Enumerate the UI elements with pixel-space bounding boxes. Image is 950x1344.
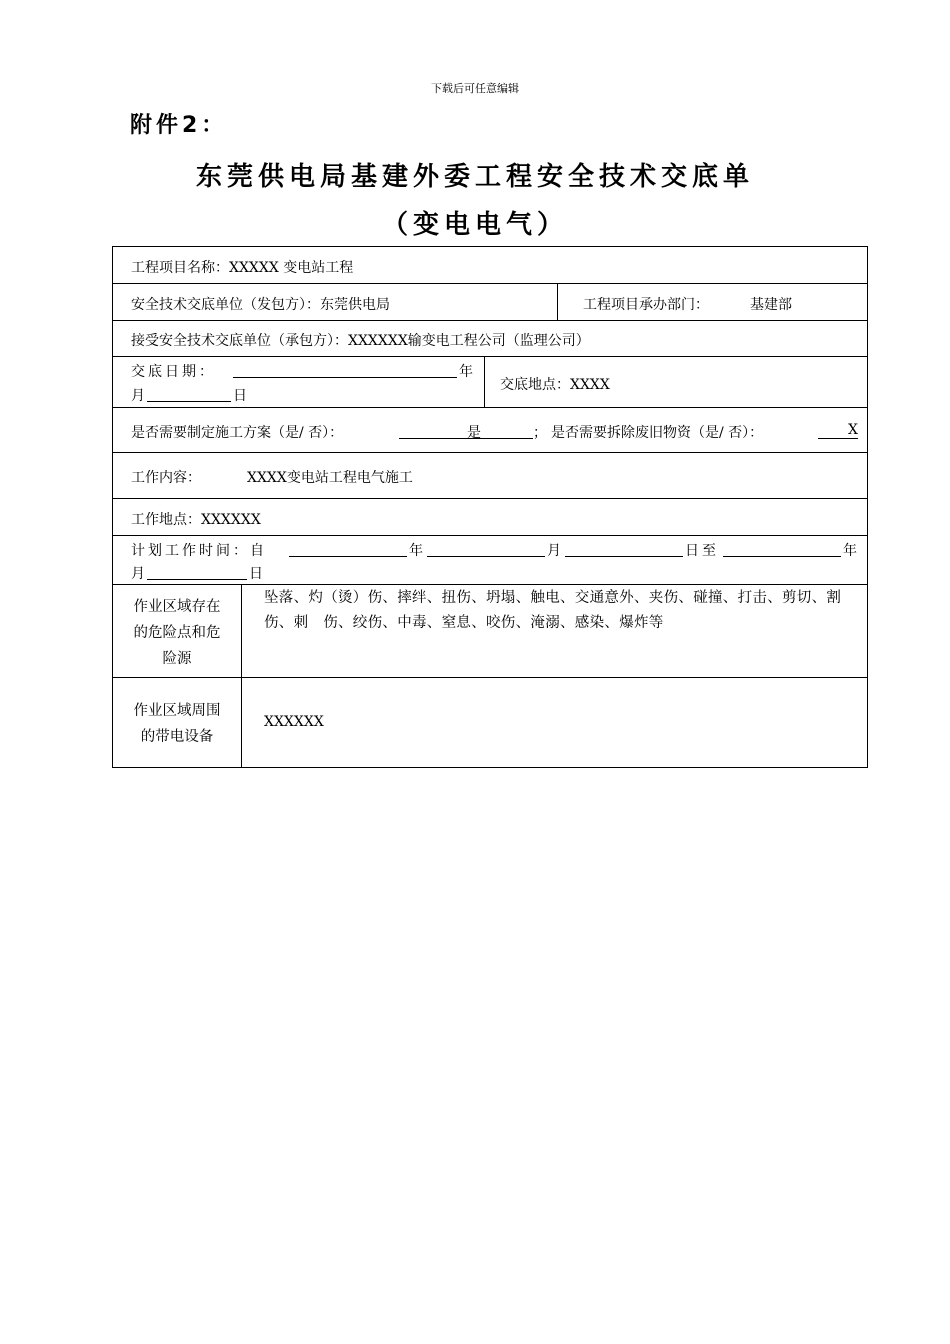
time-day2-unit: 日	[249, 566, 263, 582]
attachment-label: 附件2：	[130, 113, 228, 138]
equipment-value: XXXXXX	[264, 714, 324, 730]
row-live-equipment	[113, 678, 867, 767]
row-receiving-unit	[113, 321, 867, 357]
project-name-field: 工程项目名称：XXXXX 变电站工程	[131, 260, 354, 276]
hazard-list: 坠落、灼（烫）伤、摔绊、扭伤、坍塌、触电、交通意外、夹伤、碰撞、打击、剪切、割伤、刺 伤、绞伤、中毒、窒息、咬伤、淹溺、感染、爆炸等	[264, 590, 842, 631]
place-field: 交底地点：XXXX	[500, 377, 610, 393]
row-plan-demolish	[113, 408, 867, 453]
demolish-answer: X	[848, 422, 858, 438]
plan-answer-line	[399, 422, 533, 439]
hazard-label-line: 作业区域存在	[133, 599, 221, 615]
date-year-unit: 年	[459, 364, 473, 380]
equipment-label	[113, 698, 241, 750]
divider	[241, 678, 242, 767]
row-hazards	[113, 585, 867, 678]
dept-label: 工程项目承办部门：	[583, 297, 709, 313]
row-work-place	[113, 499, 867, 536]
plan-answer: 是	[467, 425, 481, 441]
row-project-name	[113, 247, 867, 284]
row-issuing-unit	[113, 284, 867, 321]
row-planned-time	[113, 536, 867, 585]
time-year2-blank	[723, 540, 841, 557]
time-year-unit: 年	[409, 543, 423, 559]
divider	[241, 585, 242, 677]
plan-question: 是否需要制定施工方案（是/ 否）：	[131, 425, 344, 441]
time-month-blank	[427, 540, 545, 557]
date-month-unit: 月	[131, 388, 145, 404]
demolish-question: 是否需要拆除废旧物资（是/ 否）：	[551, 425, 764, 441]
divider	[557, 284, 558, 320]
time-day2-blank	[147, 563, 247, 580]
time-day-to: 日至	[685, 543, 719, 559]
equipment-label-line: 的带电设备	[140, 729, 214, 745]
planned-time-label: 计划工作时间：自	[131, 543, 267, 559]
top-note: 下载后可任意编辑	[431, 82, 519, 95]
work-place-field: 工作地点：XXXXXX	[131, 512, 261, 528]
document-subtitle: （变电电气）	[381, 210, 568, 240]
receiving-unit-field: 接受安全技术交底单位（承包方）：XXXXXX输变电工程公司（监理公司）	[131, 333, 590, 349]
dept-value: 基建部	[750, 297, 792, 313]
hazard-label-line: 险源	[162, 651, 192, 667]
demolish-answer-line	[818, 422, 858, 439]
date-day-blank	[147, 385, 231, 402]
time-day-blank	[565, 540, 683, 557]
document-title: 东莞供电局基建外委工程安全技术交底单	[195, 162, 754, 192]
date-year-blank	[233, 361, 457, 378]
hazard-label-line: 的危险点和危	[133, 625, 221, 641]
date-day-unit: 日	[233, 388, 247, 404]
work-content-label: 工作内容：	[131, 470, 201, 486]
work-content-value: XXXX变电站工程电气施工	[247, 470, 413, 486]
hazard-label	[113, 594, 241, 672]
date-label: 交底日期：	[131, 364, 216, 380]
row-work-content	[113, 453, 867, 499]
time-year2-unit: 年	[843, 543, 857, 559]
issuing-unit-field: 安全技术交底单位（发包方）：东莞供电局	[131, 297, 390, 313]
row-date-place	[113, 357, 867, 408]
time-year-blank	[289, 540, 407, 557]
plan-separator: ；	[533, 425, 547, 441]
time-month2-unit: 月	[131, 566, 145, 582]
safety-briefing-form	[112, 246, 868, 768]
equipment-label-line: 作业区域周围	[133, 703, 221, 719]
divider	[484, 357, 485, 407]
time-month-unit: 月	[547, 543, 561, 559]
